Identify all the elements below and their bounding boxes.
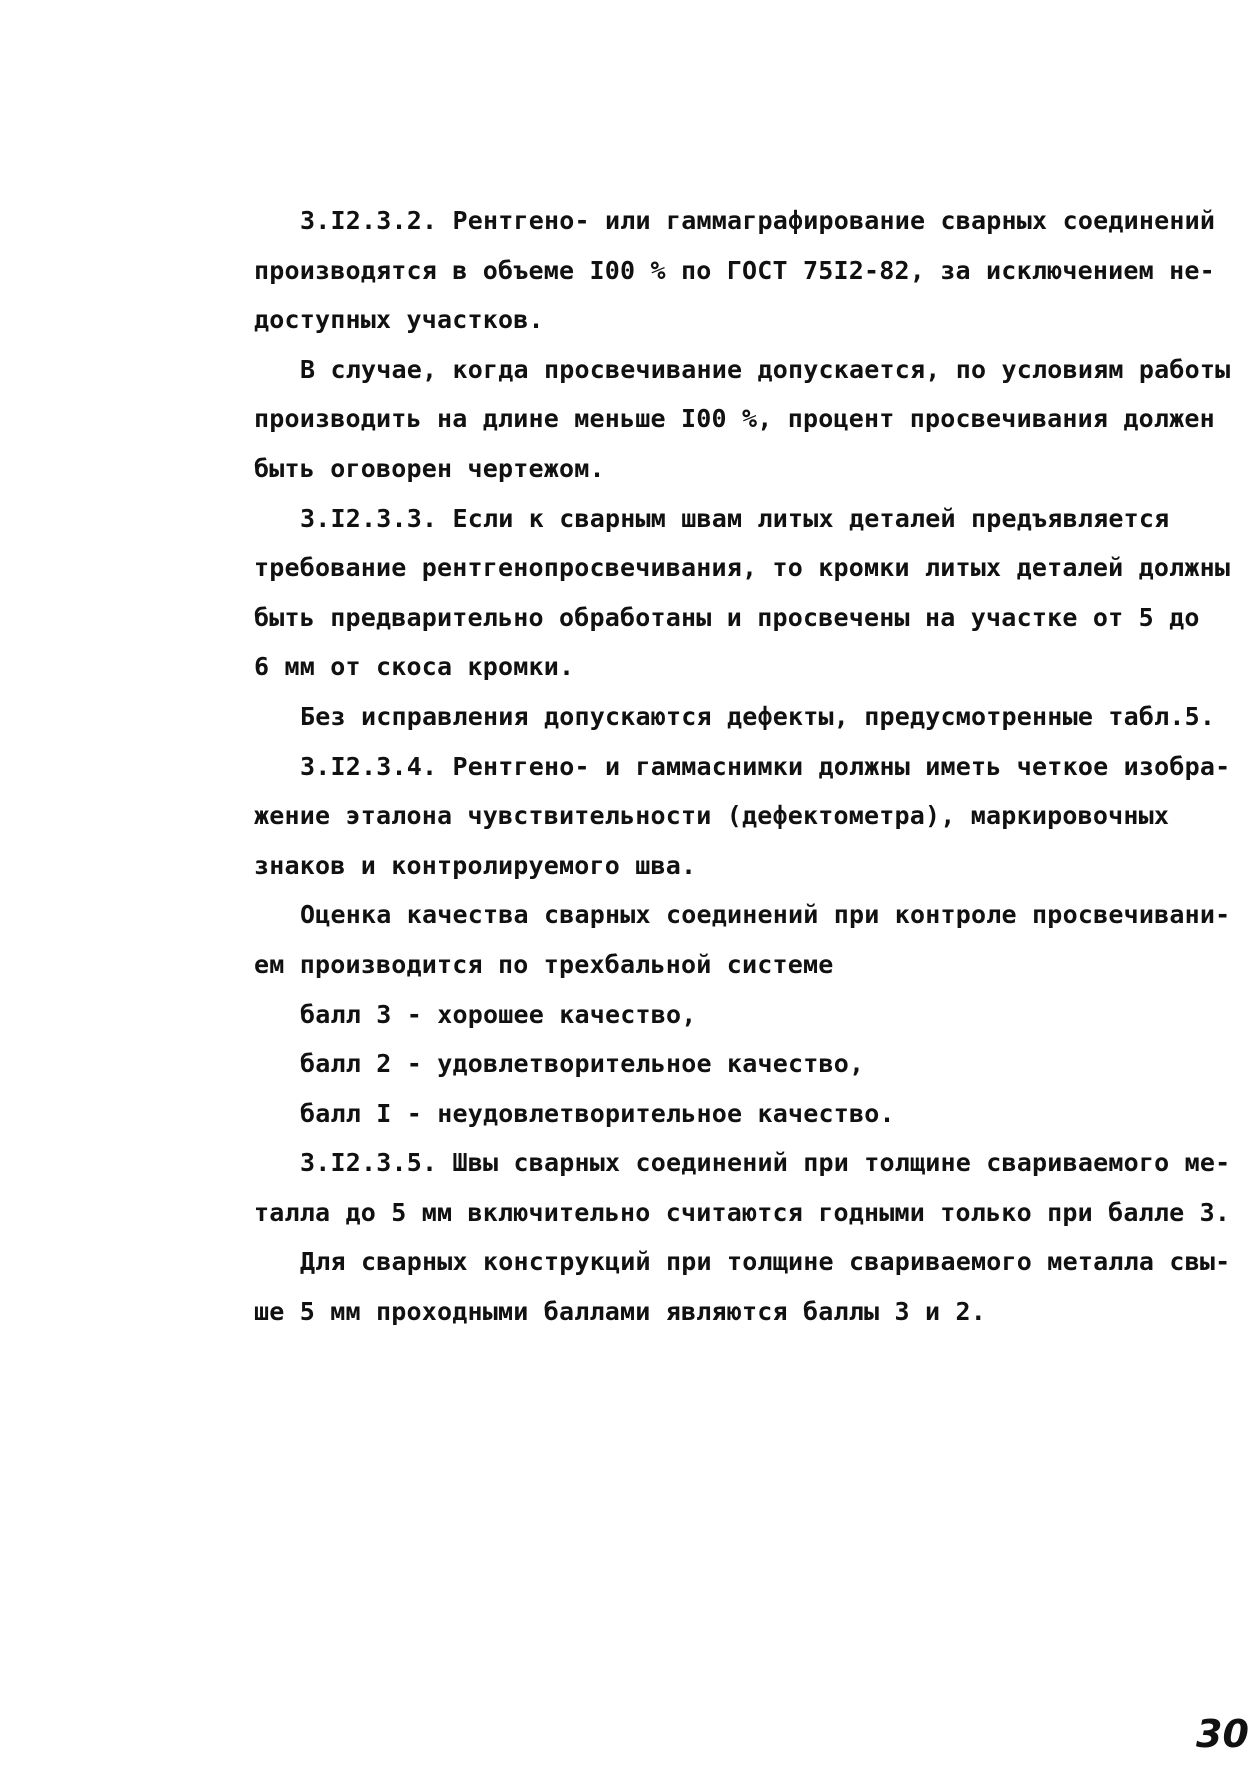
paragraph-line: 6 мм от скоса кромки. (254, 652, 575, 682)
paragraph-line: быть оговорен чертежом. (254, 453, 605, 483)
paragraph-line: 3.I2.3.2. Рентгено- или гаммаграфирование сварных соединений (300, 206, 1216, 235)
paragraph-line: талла до 5 мм включительно считаются годными только при балле 3. (254, 1197, 1231, 1227)
page-number: 30 (1196, 1712, 1249, 1756)
paragraph-line: требование рентгенопросвечивания, то кромки литых деталей должны (254, 553, 1231, 583)
paragraph-line: 3.I2.3.4. Рентгено- и гаммаснимки должны иметь четкое изобра- (300, 751, 1231, 781)
paragraph-line: знаков и контролируемого шва. (254, 850, 697, 880)
paragraph-line: Без исправления допускаются дефекты, предусмотренные табл.5. (300, 701, 1216, 731)
paragraph-line: 3.I2.3.3. Если к сварным швам литых деталей предъявляется (300, 503, 1170, 533)
paragraph-line: Для сварных конструкций при толщине свариваемого металла свы- (300, 1247, 1231, 1277)
paragraph-line: быть предварительно обработаны и просвечены на участке от 5 до (254, 602, 1200, 632)
paragraph-line: доступных участков. (254, 305, 544, 335)
paragraph-line: В случае, когда просвечивание допускается, по условиям работы (300, 354, 1231, 384)
paragraph-line: ше 5 мм проходными баллами являются баллы 3 и 2. (254, 1297, 987, 1327)
grade-line: балл 3 - хорошее качество, (300, 999, 697, 1029)
paragraph-line: 3.I2.3.5. Швы сварных соединений при толщине свариваемого ме- (300, 1148, 1231, 1178)
grade-line: балл 2 - удовлетворительное качество, (300, 1049, 865, 1079)
paragraph-line: жение эталона чувствительности (дефектометра), маркировочных (254, 801, 1170, 831)
paragraph-line: Оценка качества сварных соединений при контроле просвечивани- (300, 900, 1231, 930)
paragraph-line: ем производится по трехбальной системе (254, 949, 834, 979)
grade-line: балл I - неудовлетворительное качество. (300, 1098, 895, 1128)
paragraph-line: производить на длине меньше I00 %, процент просвечивания должен (254, 404, 1215, 434)
paragraph-line: производятся в объеме I00 % по ГОСТ 75I2-82, за исключением не- (254, 255, 1215, 285)
document-body (254, 196, 1244, 1337)
